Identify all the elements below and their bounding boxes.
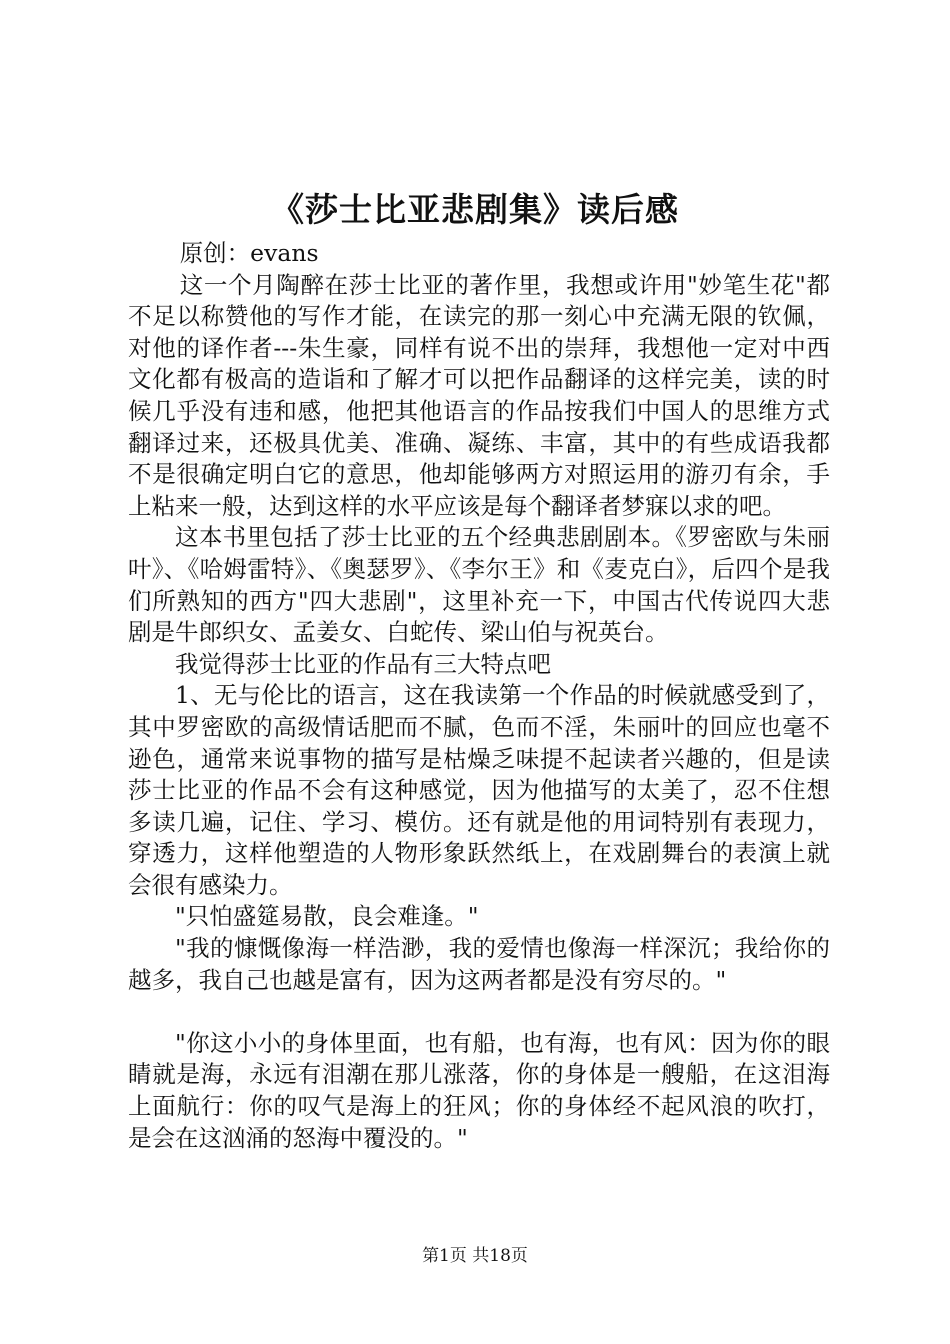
paragraph-2: 这本书里包括了莎士比亚的五个经典悲剧剧本。《罗密欧与朱丽叶》、《哈姆雷特》、《奥瑟罗》、《李尔王》和《麦克白》，后四个是我们所熟知的西方"四大悲剧"，这里补充一下，中国古代传说四大悲剧是牛郎织女、孟姜女、白蛇传、梁山伯与祝英台。: [128, 523, 830, 647]
page-title: 《莎士比亚悲剧集》读后感: [271, 190, 679, 229]
paragraph-1: 这一个月陶醉在莎士比亚的著作里，我想或许用"妙笔生花"都不足以称赞他的写作才能，在读完的那一刻心中充满无限的钦佩，对他的译作者---朱生豪，同样有说不出的崇拜，我想他一定对中西文化都有极高的造诣和了解才可以把作品翻译的这样完美，读的时候几乎没有违和感，他把其他语言的作品按我们中国人的思维方式翻译过来，还极具优美、准确、凝练、丰富，其中的有些成语我都不是很确定明白它的意思，他却能够两方对照运用的游刃有余，手上粘来一般，达到这样的水平应该是每个翻译者梦寐以求的吧。: [128, 270, 830, 520]
quote-3: "你这小小的身体里面，也有船，也有海，也有风：因为你的眼睛就是海，永远有泪潮在那儿涨落，你的身体是一艘船，在这泪海上面航行：你的叹气是海上的狂风；你的身体经不起风浪的吹打，是会在这汹涌的怒海中覆没的。": [128, 1028, 830, 1152]
paragraph-4: 1、无与伦比的语言，这在我读第一个作品的时候就感受到了，其中罗密欧的高级情话肥而不腻，色而不淫，朱丽叶的回应也毫不逊色，通常来说事物的描写是枯燥乏味提不起读者兴趣的，但是读莎士比亚的作品不会有这种感觉，因为他描写的太美了，忍不住想多读几遍，记住、学习、模仿。还有就是他的用词特别有表现力，穿透力，这样他塑造的人物形象跃然纸上，在戏剧舞台的表演上就会很有感染力。: [128, 681, 830, 899]
document-body: [128, 238, 830, 1154]
quote-2: "我的慷慨像海一样浩渺，我的爱情也像海一样深沉；我给你的越多，我自己也越是富有，因为这两者都是没有穷尽的。": [128, 934, 830, 994]
page-footer: 第1页 共18页: [422, 1246, 528, 1266]
author-line: 原创：evans: [179, 239, 319, 267]
blank-line: [128, 996, 830, 1028]
paragraph-3: 我觉得莎士比亚的作品有三大特点吧: [175, 649, 551, 678]
quote-1: "只怕盛筵易散，良会难逢。": [175, 902, 479, 931]
